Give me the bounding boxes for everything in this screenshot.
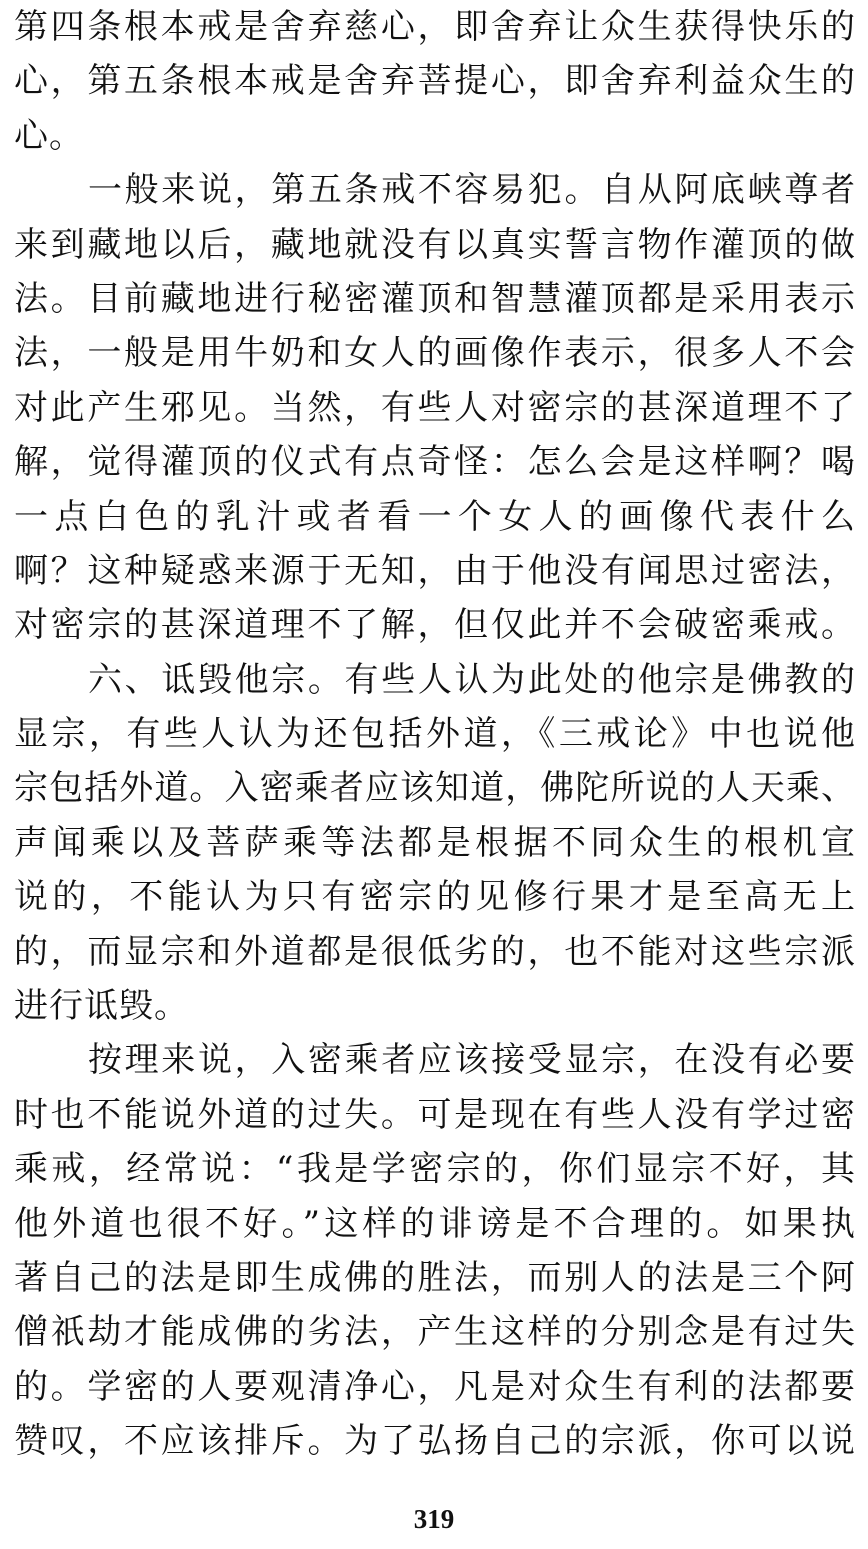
text-line: 对此产生邪见。当然，有些人对密宗的甚深道理不了 <box>14 387 856 428</box>
text-line: 进行诋毁。 <box>14 986 189 1027</box>
text-line: 一点白色的乳汁或者看一个女人的画像代表什么 <box>14 496 856 537</box>
text-line: 对密宗的甚深道理不了解，但仅此并不会破密乘戒。 <box>14 605 856 646</box>
text-line: 说的，不能认为只有密宗的见修行果才是至高无上 <box>14 877 856 918</box>
text-line: 六、诋毁他宗。有些人认为此处的他宗是佛教的 <box>88 659 856 700</box>
text-line: 僧祇劫才能成佛的劣法，产生这样的分别念是有过失 <box>14 1312 856 1353</box>
text-line: 赞叹，不应该排斥。为了弘扬自己的宗派，你可以说 <box>14 1421 856 1462</box>
text-line: 声闻乘以及菩萨乘等法都是根据不同众生的根机宣 <box>14 822 856 863</box>
text-line: 他外道也很不好。”这样的诽谤是不合理的。如果执 <box>14 1203 856 1244</box>
text-line: 法，一般是用牛奶和女人的画像作表示，很多人不会 <box>14 333 856 374</box>
text-line: 心，第五条根本戒是舍弃菩提心，即舍弃利益众生的 <box>14 61 856 102</box>
text-line: 啊？这种疑惑来源于无知，由于他没有闻思过密法， <box>14 550 856 591</box>
text-line: 法。目前藏地进行秘密灌顶和智慧灌顶都是采用表示 <box>14 278 856 319</box>
text-line: 的，而显宗和外道都是很低劣的，也不能对这些宗派 <box>14 931 856 972</box>
text-line: 时也不能说外道的过失。可是现在有些人没有学过密 <box>14 1094 856 1135</box>
text-line: 解，觉得灌顶的仪式有点奇怪：怎么会是这样啊？喝 <box>14 442 856 483</box>
text-line: 乘戒，经常说：“我是学密宗的，你们显宗不好，其 <box>14 1149 856 1190</box>
text-line: 第四条根本戒是舍弃慈心，即舍弃让众生获得快乐的 <box>14 7 856 47</box>
text-line: 按理来说，入密乘者应该接受显宗，在没有必要 <box>88 1040 856 1081</box>
text-line: 显宗，有些人认为还包括外道，《三戒论》中也说他 <box>14 714 856 755</box>
text-line: 宗包括外道。入密乘者应该知道，佛陀所说的人天乘、 <box>14 768 856 809</box>
text-line: 一般来说，第五条戒不容易犯。自从阿底峡尊者 <box>88 170 856 211</box>
document-body <box>14 0 856 1469</box>
page-number: 319 <box>413 1504 455 1534</box>
text-line: 著自己的法是即生成佛的胜法，而别人的法是三个阿 <box>14 1257 856 1298</box>
text-line: 来到藏地以后，藏地就没有以真实誓言物作灌顶的做 <box>14 224 856 265</box>
text-line: 心。 <box>14 115 84 156</box>
text-line: 的。学密的人要观清净心，凡是对众生有利的法都要 <box>14 1366 856 1407</box>
